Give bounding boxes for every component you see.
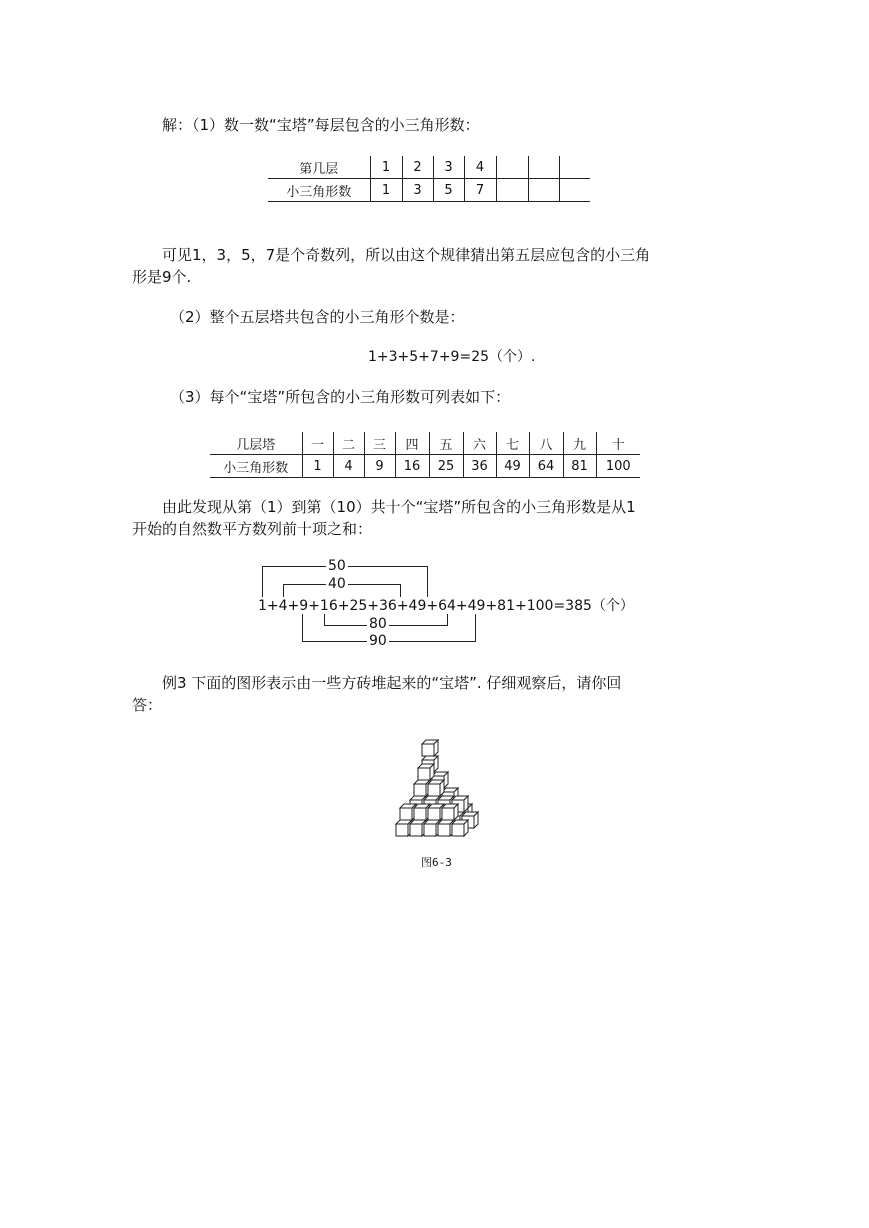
table-cell: 几层塔 [210, 432, 302, 455]
paragraph-odd-line1: 可见1，3，5，7是个奇数列，所以由这个规律猜出第五层应包含的小三角 [162, 246, 651, 264]
table-cell: 3 [433, 156, 464, 179]
table-cell: 四 [395, 432, 429, 455]
table-row [268, 156, 590, 179]
table-cell: 第几层 [268, 156, 370, 179]
table-cell: 4 [464, 156, 496, 179]
part3-heading: （3）每个“宝塔”所包含的小三角形数可列表如下： [170, 388, 511, 406]
table-cell: 1 [370, 156, 402, 179]
table-cell: 2 [402, 156, 433, 179]
tower-table [210, 432, 640, 478]
table-cell: 小三角形数 [268, 179, 370, 202]
table-cell: 3 [402, 179, 433, 202]
table-cell: 1 [370, 179, 402, 202]
example3-line1: 例3 下面的图形表示由一些方砖堆起来的“宝塔”. 仔细观察后，请你回 [162, 674, 622, 692]
table-cell [528, 179, 559, 202]
table-cell [496, 179, 528, 202]
table-cell: 36 [463, 455, 496, 478]
bracket-90 [302, 614, 476, 642]
table-cell: 小三角形数 [210, 455, 302, 478]
table-cell: 十 [596, 432, 640, 455]
paragraph-sum-line1: 由此发现从第（1）到第（10）共十个“宝塔”所包含的小三角形数是从1 [162, 498, 636, 516]
table-cell: 八 [529, 432, 563, 455]
table-cell [559, 179, 590, 202]
layer-table [268, 156, 590, 202]
table-cell: 一 [302, 432, 333, 455]
bracket-40-label: 40 [328, 576, 346, 592]
cube-pagoda-figure [392, 734, 482, 852]
table-cell: 7 [464, 179, 496, 202]
table-cell: 五 [429, 432, 463, 455]
example3-line2: 答： [132, 696, 163, 714]
table-cell: 5 [433, 179, 464, 202]
table-cell: 六 [463, 432, 496, 455]
table-cell: 64 [529, 455, 563, 478]
table-cell: 9 [364, 455, 395, 478]
bracket-50-label: 50 [328, 558, 346, 574]
bracket-90-label: 90 [369, 633, 387, 649]
table-row [268, 179, 590, 202]
table-cell: 1 [302, 455, 333, 478]
table-cell: 二 [333, 432, 364, 455]
table-cell [559, 156, 590, 179]
table-cell: 16 [395, 455, 429, 478]
table-cell: 81 [563, 455, 596, 478]
bracket-80-label: 80 [369, 616, 387, 632]
sum-formula: 1+3+5+7+9=25（个）. [368, 349, 536, 365]
table-cell: 49 [496, 455, 529, 478]
paragraph-odd-line2: 形是9个. [132, 268, 192, 286]
table-cell: 九 [563, 432, 596, 455]
figure-caption: 图6-3 [421, 856, 452, 869]
part2-heading: （2）整个五层塔共包含的小三角形个数是： [170, 308, 465, 326]
table-cell [496, 156, 528, 179]
table-cell: 三 [364, 432, 395, 455]
table-cell [528, 156, 559, 179]
part1-heading: 解：（1）数一数“宝塔”每层包含的小三角形数： [162, 116, 480, 134]
paragraph-sum-line2: 开始的自然数平方数列前十项之和： [132, 520, 373, 538]
table-cell: 七 [496, 432, 529, 455]
table-row [210, 455, 640, 478]
table-cell: 4 [333, 455, 364, 478]
table-cell: 100 [596, 455, 640, 478]
table-cell: 25 [429, 455, 463, 478]
sum-expression: 1+4+9+16+25+36+49+64+49+81+100=385（个） [258, 598, 634, 614]
table-row [210, 432, 640, 455]
